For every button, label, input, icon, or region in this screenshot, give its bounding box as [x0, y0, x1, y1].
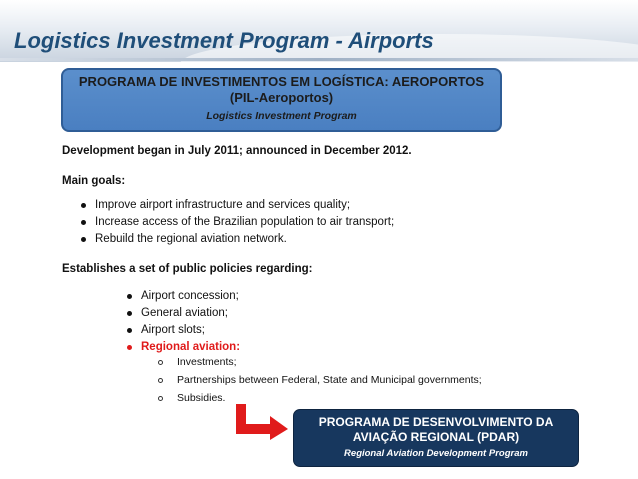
list-item: Regional aviation:: [127, 339, 240, 356]
bullet-icon: [127, 345, 132, 350]
list-item: Partnerships between Federal, State and Municipal governments;: [158, 371, 482, 389]
list-item: Rebuild the regional aviation network.: [81, 231, 394, 248]
pdar-title-line2: AVIAÇÃO REGIONAL (PDAR): [352, 430, 520, 444]
list-item: Investments;: [158, 353, 482, 371]
header-divider: [0, 58, 638, 61]
goals-list: [81, 197, 394, 248]
circle-bullet-icon: [158, 396, 163, 401]
bullet-icon: [81, 237, 86, 242]
pil-title-line1: PROGRAMA DE INVESTIMENTOS EM LOGÍSTICA: AEROPORTOS: [78, 74, 485, 89]
circle-bullet-icon: [158, 378, 163, 383]
list-item: Airport slots;: [127, 322, 240, 339]
bullet-icon: [127, 294, 132, 299]
list-item: General aviation;: [127, 305, 240, 322]
pdar-subtitle: Regional Aviation Development Program: [344, 448, 528, 459]
policies-heading: Establishes a set of public policies regarding:: [62, 263, 313, 275]
pdar-title-line1: PROGRAMA DE DESENVOLVIMENTO DA: [318, 415, 554, 429]
policies-list: [127, 288, 240, 356]
red-bent-arrow-icon: [232, 400, 292, 440]
goals-heading: Main goals:: [62, 175, 126, 187]
bullet-icon: [81, 220, 86, 225]
list-item: Improve airport infrastructure and services quality;: [81, 197, 394, 214]
bullet-icon: [81, 203, 86, 208]
slide-title: Logistics Investment Program - Airports: [14, 28, 434, 53]
list-item: Subsidies.: [158, 389, 482, 407]
regional-aviation-sublist: [158, 353, 482, 407]
list-item: Airport concession;: [127, 288, 240, 305]
pdar-program-box: [293, 409, 579, 467]
intro-text: Development began in July 2011; announced in December 2012.: [62, 145, 412, 157]
pil-title-line2: (PIL-Aeroportos): [229, 90, 334, 105]
list-item: Increase access of the Brazilian population to air transport;: [81, 214, 394, 231]
circle-bullet-icon: [158, 360, 163, 365]
bullet-icon: [127, 311, 132, 316]
bullet-icon: [127, 328, 132, 333]
pil-subtitle: Logistics Investment Program: [206, 110, 357, 122]
pil-program-box: [61, 68, 502, 132]
